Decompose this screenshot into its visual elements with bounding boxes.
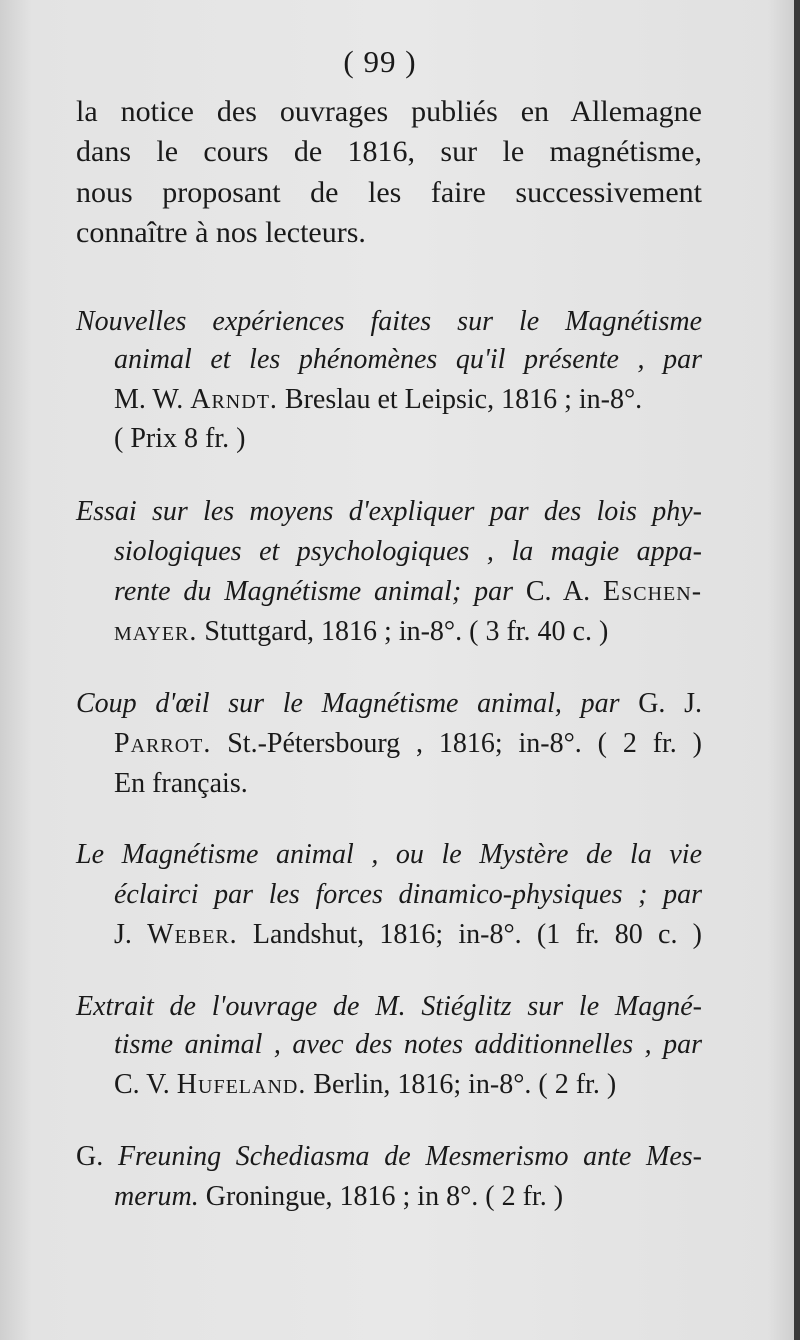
entry-title-line: Essai sur les moyens d'expliquer par des lois phy- (76, 496, 702, 527)
entry-publication-line (114, 1068, 616, 1102)
entry-title-line: éclairci par les forces dinamico-physiques ; par (114, 879, 702, 910)
entry-title-line (76, 687, 702, 721)
entry-price: ( Prix 8 fr. ) (114, 423, 246, 454)
entry-par: par (474, 576, 513, 607)
entry-publication-line (114, 1180, 563, 1214)
entry-title-line: tisme animal , avec des notes additionnelles , par (114, 1029, 702, 1060)
intro-line-1: la notice des ouvrages publiés en Allemagne (76, 95, 702, 128)
entry-title-line (76, 1140, 702, 1174)
entry-title-line: Le Magnétisme animal , ou le Mystère de la vie (76, 839, 702, 870)
entry-title: Freuning Schediasma de Mesmerismo ante Mes- (117, 1141, 703, 1172)
entry-author-initials: M. W. (114, 384, 184, 415)
entry-publication: St.-Pétersbourg , 1816; in-8°. ( 2 fr. ) (227, 728, 702, 759)
entry-title-line: Extrait de l'ouvrage de M. Stiéglitz sur le Magné- (76, 991, 702, 1022)
entry-author-initials: C. V. (114, 1069, 170, 1100)
entry-title-line: animal et les phénomènes qu'il présente , par (114, 344, 702, 375)
intro-line-4: connaître à nos lecteurs. (76, 216, 366, 249)
entry-title-line: Nouvelles expériences faites sur le Magnétisme (76, 306, 702, 337)
entry-title-end: merum. (114, 1181, 199, 1212)
entry-publication: Breslau et Leipsic, 1816 ; in-8°. (284, 384, 643, 415)
entry-title: Coup d'œil sur le Magnétisme animal, (76, 688, 562, 719)
entry-title-line: siologiques et psychologiques , la magie appa- (114, 536, 702, 567)
entry-author-name: Arndt. (190, 384, 278, 415)
entry-publication-line (114, 615, 608, 649)
entry-par: par (580, 688, 620, 719)
page-number: ( 99 ) (343, 44, 417, 79)
entry-author-initials: G. J. (638, 688, 702, 719)
entry-publication: Groningue, 1816 ; in 8°. ( 2 fr. ) (205, 1181, 564, 1212)
entry-publication: Landshut, 1816; in-8°. (1 fr. 80 c. ) (252, 919, 703, 950)
entry-author-initials: G. (76, 1141, 104, 1172)
entry-author-name: Eschen- (603, 576, 703, 607)
intro-line-2: dans le cours de 1816, sur le magnétisme, (76, 135, 702, 168)
entry-publication-line (114, 918, 702, 952)
entry-author-name: Weber. (147, 919, 238, 950)
entry-title-line (114, 575, 702, 609)
page-edge-shadow (794, 0, 800, 1340)
entry-author-initials: C. A. (525, 576, 591, 607)
entry-publication: Berlin, 1816; in-8°. ( 2 fr. ) (313, 1069, 617, 1100)
entry-author-name: Parrot. (114, 728, 212, 759)
intro-line-3: nous proposant de les faire successivement (76, 176, 702, 209)
entry-publication-line (114, 727, 702, 761)
entry-author-initials: J. (114, 919, 132, 950)
entry-author-name: Hufeland. (176, 1069, 307, 1100)
entry-publication: Stuttgard, 1816 ; in-8°. ( 3 fr. 40 c. ) (204, 616, 609, 647)
entry-author-name: mayer. (114, 616, 198, 647)
entry-title-end: rente du Magnétisme animal; (114, 576, 462, 607)
entry-publication-line (114, 383, 642, 417)
entry-note: En français. (114, 768, 248, 799)
